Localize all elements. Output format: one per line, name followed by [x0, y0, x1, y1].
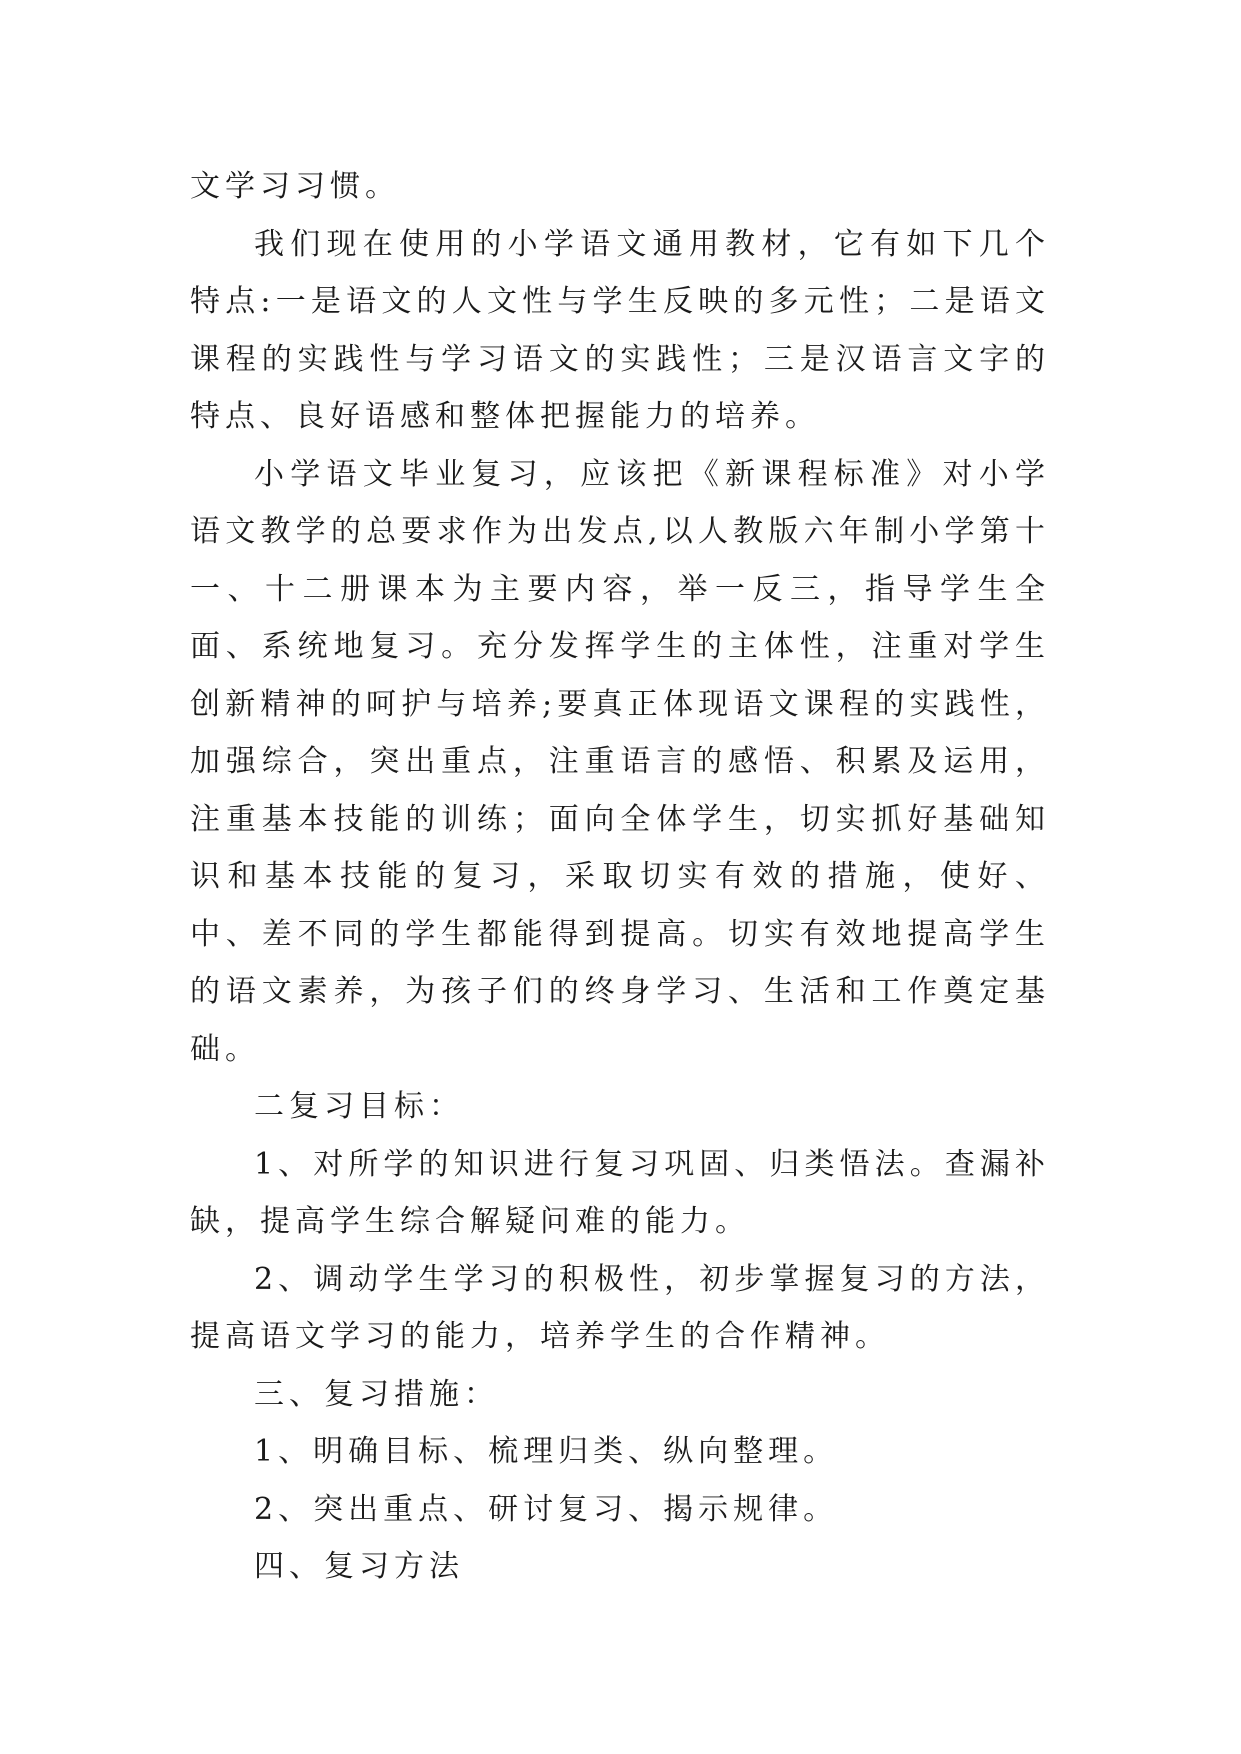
- goal-item-2: 2、调动学生学习的积极性，初步掌握复习的方法，提高语文学习的能力，培养学生的合作精神。: [190, 1261, 1050, 1354]
- goal-item-1: 1、对所学的知识进行复习巩固、归类悟法。查漏补缺，提高学生综合解疑问难的能力。: [190, 1146, 1050, 1239]
- paragraph-textbook-features: 我们现在使用的小学语文通用教材，它有如下几个特点:一是语文的人文性与学生反映的多元性；二是语文课程的实践性与学习语文的实践性；三是汉语言文字的特点、良好语感和整体把握能力的培养。: [190, 226, 1050, 434]
- measure-item-2: 2、突出重点、研讨复习、揭示规律。: [254, 1491, 839, 1527]
- heading-review-methods: 四、复习方法: [254, 1549, 464, 1584]
- document-body: [190, 158, 1050, 1596]
- heading-review-goals: 二复习目标：: [254, 1089, 464, 1124]
- paragraph-review-overview: 小学语文毕业复习，应该把《新课程标准》对小学语文教学的总要求作为出发点,以人教版六年制小学第十一、十二册课本为主要内容，举一反三，指导学生全面、系统地复习。充分发挥学生的主体性，注重对学生创新精神的呵护与培养;要真正体现语文课程的实践性，加强综合，突出重点，注重语言的感悟、积累及运用，注重基本技能的训练；面向全体学生，切实抓好基础知识和基本技能的复习，采取切实有效的措施，使好、中、差不同的学生都能得到提高。切实有效地提高学生的语文素养，为孩子们的终身学习、生活和工作奠定基础。: [190, 456, 1050, 1067]
- paragraph-continuation: 文学习习惯。: [190, 169, 400, 204]
- measure-item-1: 1、明确目标、梳理归类、纵向整理。: [254, 1434, 839, 1469]
- heading-review-measures: 三、复习措施：: [254, 1376, 499, 1412]
